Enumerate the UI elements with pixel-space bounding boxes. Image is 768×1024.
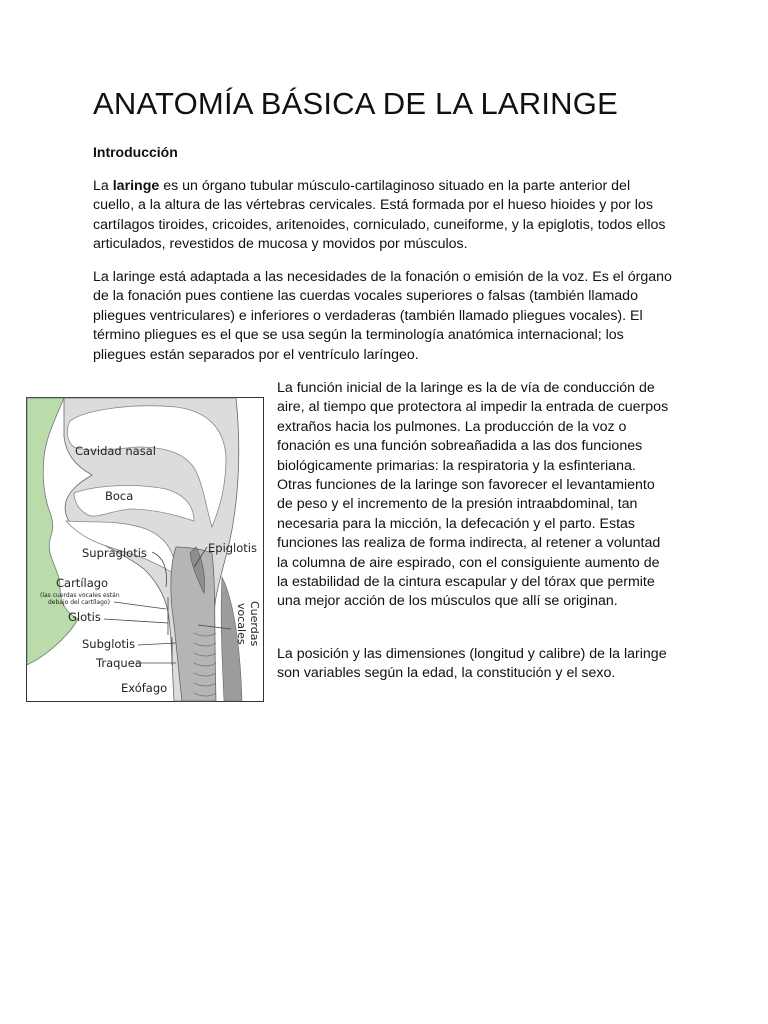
label-vocales: vocales (235, 603, 248, 645)
larynx-anatomy-figure (26, 397, 264, 702)
paragraph-intro-post: es un órgano tubular músculo-cartilaginoso situado en la parte anterior del cuello, a la altura de las vértebras cervicales. Está formada por el hueso hioides y por los cartílagos tiroides, cricoides, aritenoides, corniculado, cuneiforme, y la epiglotis, todos ellos articulados, revestidos de mucosa y movidos por músculos. (93, 178, 666, 253)
paragraph-function: La función inicial de la laringe es la de vía de conducción de aire, al tiempo que protectora al impedir la entrada de cuerpos extraños hacia los pulmones. La producción de la voz o fonación es una función sobreañadida a las dos funciones biológicamente primarias: la respiratoria y la esfinteriana. Otras funciones de la laringe son favorecer el levantamiento de peso y el incremento de la presión intraabdominal, tan necesaria para la micción, la defecación y el parto. Estas funciones las realiza de forma indirecta, al retener a voluntad la columna de aire espirado, con el consiguiente aumento de la estabilidad de la cintura escapular y del tórax que permite una mejor acción de los músculos que allí se originan. (277, 380, 669, 610)
label-glotis: Glotis (68, 610, 101, 624)
label-exofago: Exófago (121, 681, 168, 695)
label-cartilago-note-2: debajo del cartílago) (48, 599, 110, 606)
label-cavidad-nasal: Cavidad nasal (75, 444, 156, 458)
label-subglotis: Subglotis (82, 637, 136, 651)
paragraph-intro (93, 177, 673, 255)
paragraph-dimensions: La posición y las dimensiones (longitud y calibre) de la laringe son variables según la edad, la constitución y el sexo. (277, 646, 667, 682)
label-cartilago: Cartílago (56, 576, 109, 590)
larynx-diagram (26, 397, 264, 702)
label-supraglotis: Supraglotis (82, 546, 147, 560)
label-traquea: Traquea (96, 656, 142, 670)
label-cartilago-note-1: (las cuerdas vocales están (40, 592, 120, 599)
paragraph-intro-bold-term: laringe (112, 178, 160, 194)
page-title: ANATOMÍA BÁSICA DE LA LARINGE (93, 86, 618, 121)
label-epiglotis: Epiglotis (208, 541, 257, 555)
label-cuerdas: Cuerdas (248, 601, 261, 647)
section-heading: Introducción (93, 144, 178, 160)
label-boca: Boca (105, 489, 134, 503)
paragraph-intro-pre: La (93, 178, 113, 194)
paragraph-phonation: La laringe está adaptada a las necesidades de la fonación o emisión de la voz. Es el órgano de la fonación pues contiene las cuerdas vocales superiores o falsas (también llamado pliegues ventriculares) e inferiores o verdaderas (también llamado pliegues vocales). El término pliegues es el que se usa según la terminología anatómica internacional; los pliegues están separados por el ventrículo laríngeo. (93, 269, 672, 363)
